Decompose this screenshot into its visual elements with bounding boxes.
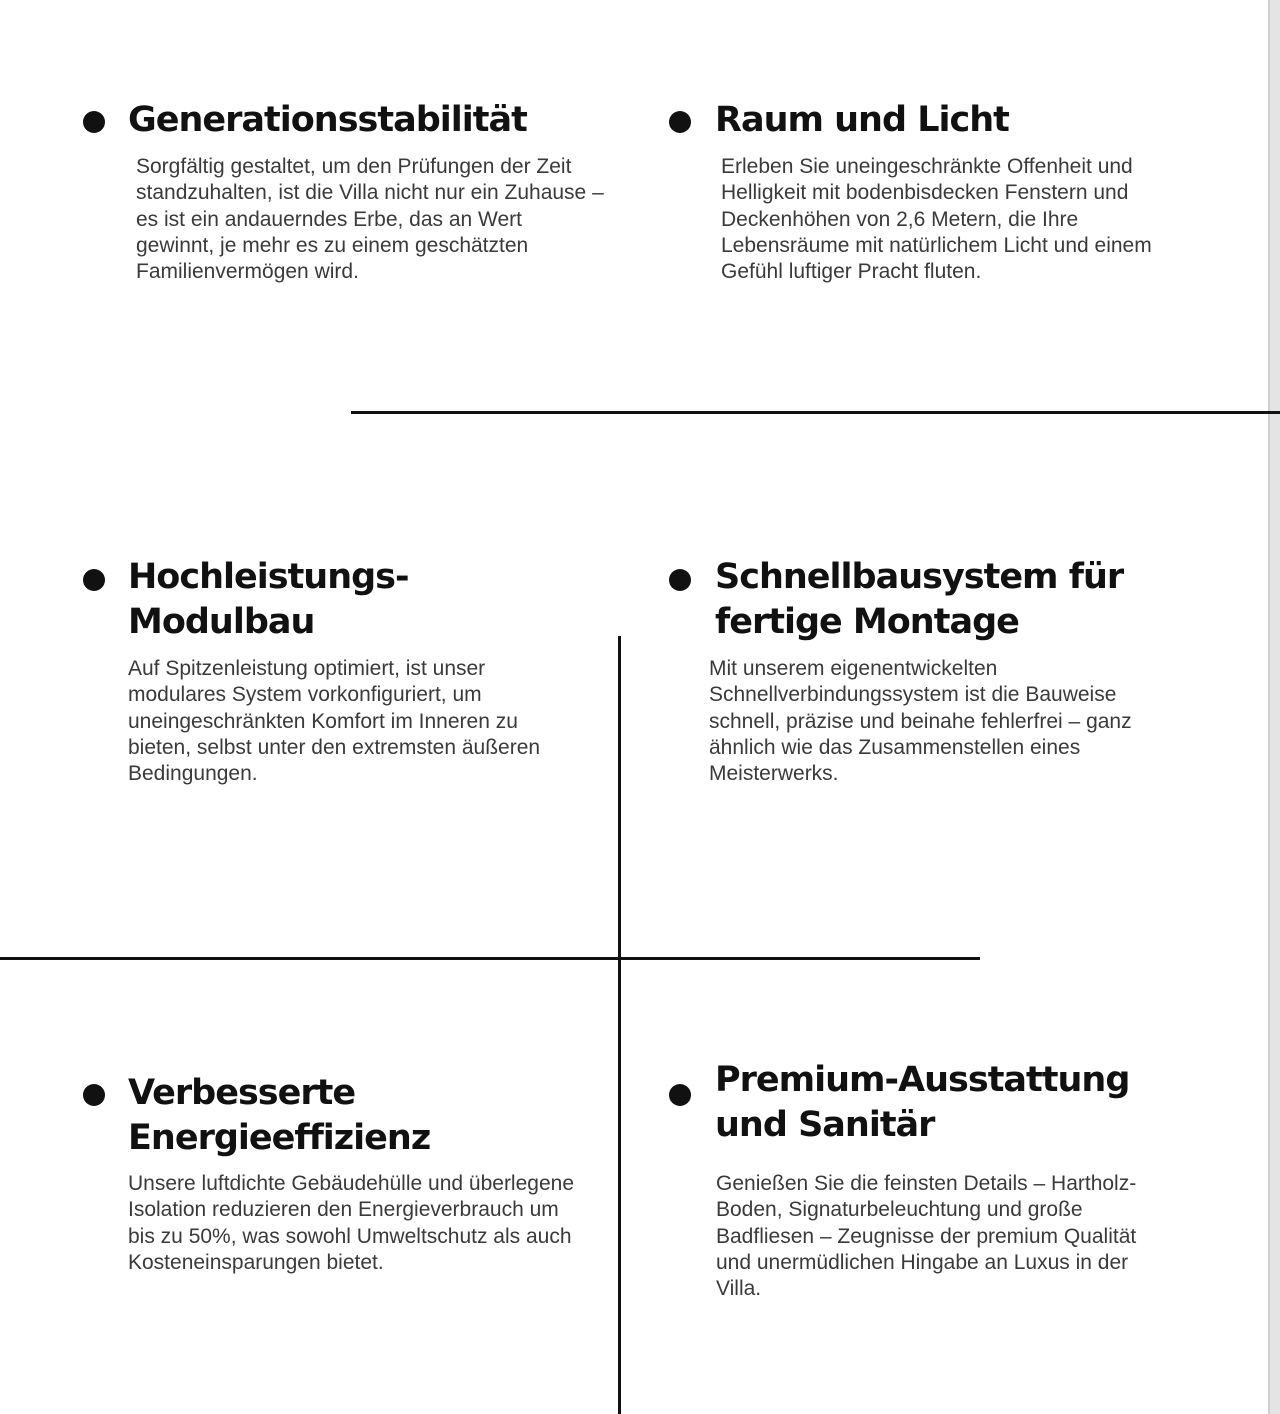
feature-title: Generationsstabilität (128, 100, 527, 140)
feature-description: Erleben Sie uneingeschränkte Offenheit und Helligkeit mit bodenbisdecken Fenstern und Deckenhöhen von 2,6 Metern, die Ihre Lebensräume mit natürlichem Licht und einem Gefühl luftiger Pracht fluten. (721, 155, 1152, 284)
feature-description: Mit unserem eigenentwickelten Schnellverbindungssystem ist die Bauweise schnell, präzise und beinahe fehlerfrei – ganz ähnlich wie das Zusammenstellen eines Meisterwerks. (709, 657, 1132, 786)
bullet-icon (669, 569, 691, 591)
bullet-icon (83, 111, 105, 133)
bullet-icon (83, 1084, 105, 1106)
divider-vertical (618, 636, 621, 1414)
divider-lower (0, 957, 980, 960)
feature-title: Premium-Ausstattung und Sanitär (715, 1060, 1130, 1145)
feature-description: Auf Spitzenleistung optimiert, ist unser modulares System vorkonfiguriert, um uneingeschränkten Komfort im Inneren zu bieten, selbst unter den extremsten äußeren Bedingungen. (128, 657, 541, 786)
feature-description: Sorgfältig gestaltet, um den Prüfungen der Zeit standzuhalten, ist die Villa nicht nur ein Zuhause – es ist ein andauerndes Erbe, das an Wert gewinnt, je mehr es zu einem geschätzten Familienvermögen wird. (136, 155, 604, 284)
feature-description: Unsere luftdichte Gebäudehülle und überlegene Isolation reduzieren den Energieverbrauch um bis zu 50%, was sowohl Umweltschutz als auch Kosteneinsparungen bietet. (128, 1172, 574, 1274)
page-edge-line (1268, 0, 1270, 1414)
page-edge (1270, 0, 1280, 1414)
feature-title: Verbesserte Energieeffizienz (128, 1073, 431, 1158)
bullet-icon (669, 111, 691, 133)
feature-title: Hochleistungs- Modulbau (128, 557, 409, 642)
bullet-icon (669, 1084, 691, 1106)
feature-title: Schnellbausystem für fertige Montage (715, 557, 1124, 642)
bullet-icon (83, 569, 105, 591)
divider-upper (351, 411, 1280, 414)
feature-description: Genießen Sie die feinsten Details – Hartholz-Boden, Signaturbeleuchtung und große Badfliesen – Zeugnisse der premium Qualität und unermüdlichen Hingabe an Luxus in der Villa. (716, 1172, 1137, 1301)
feature-title: Raum und Licht (715, 100, 1009, 140)
